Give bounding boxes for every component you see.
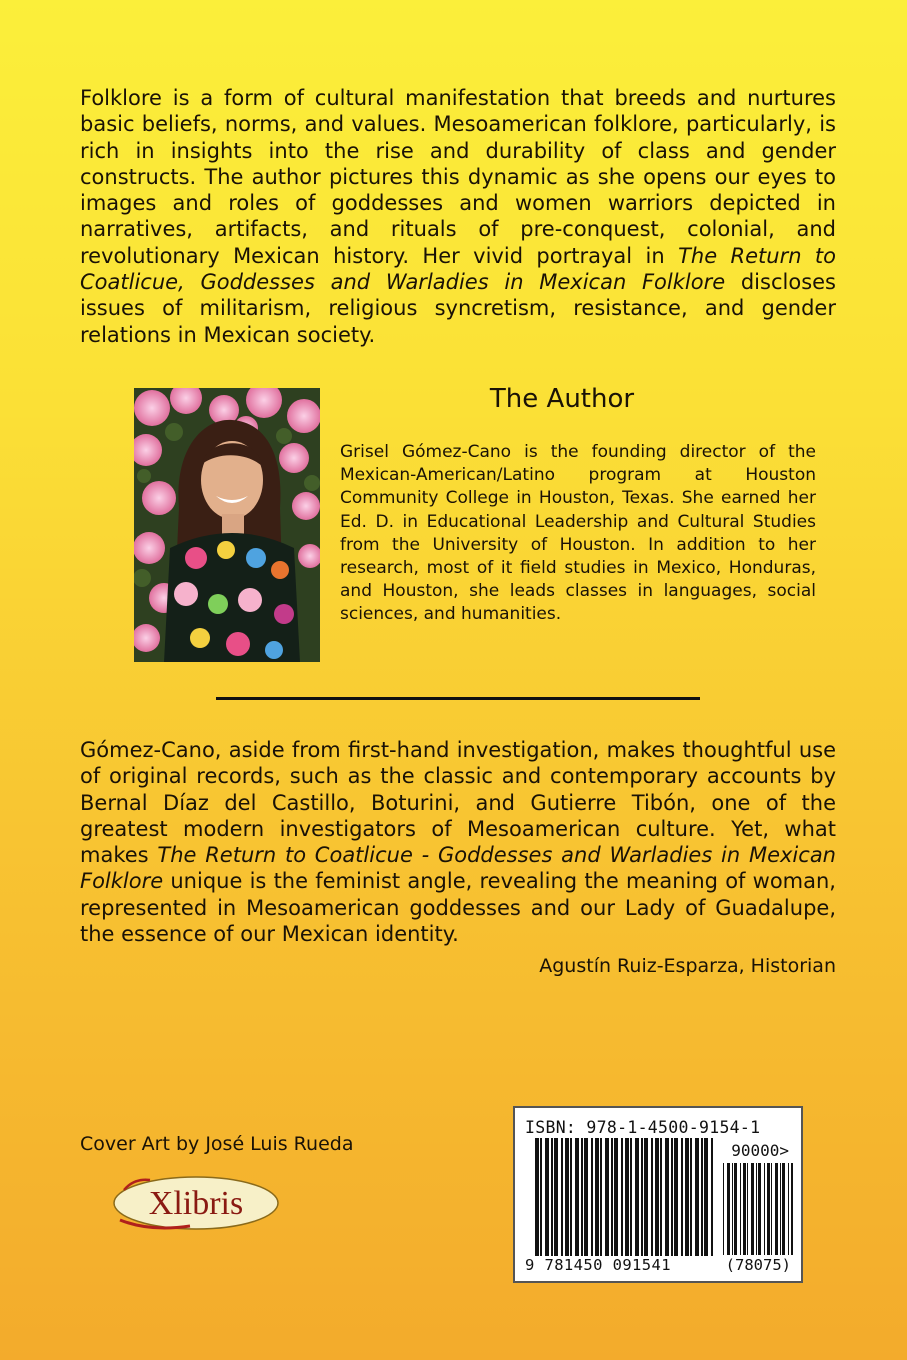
barcode-bar [561,1138,563,1256]
barcode-bar [734,1163,737,1255]
barcode-bar [747,1163,748,1255]
intro-text-2: discloses issues of militarism, religious syncretism, resistance, and gender relations in Mexican society. [80,270,836,347]
barcode-bar [780,1163,781,1255]
barcode-bar [575,1138,579,1256]
barcode-bar [775,1163,778,1255]
barcode-bar [711,1138,713,1256]
barcode-bar [545,1138,549,1256]
barcode-bar [565,1138,569,1256]
barcode-bar [535,1138,539,1256]
review-book-title: The Return to Coatlicue - Goddesses and Warladies in Mexican Folklore [80,843,836,894]
barcode-bar [695,1138,699,1256]
barcode-bar [591,1138,593,1256]
barcode-bar [614,1138,618,1256]
barcode-bar [570,1138,572,1256]
barcode-bar [674,1138,678,1256]
barcode-bar [611,1138,613,1256]
barcode-bar [665,1138,669,1256]
barcode-addon-digits: (78075) [725,1256,791,1274]
barcode-bar [782,1163,785,1255]
author-photo [134,388,320,662]
barcode-bar [581,1138,583,1256]
price-code: 90000> [731,1141,789,1160]
review-paragraph [80,737,836,947]
xlibris-logo-text: Xlibris [148,1185,244,1222]
barcode-bar [767,1163,770,1255]
barcode-bar [727,1163,730,1255]
barcode-bar [791,1163,793,1255]
author-heading: The Author [489,384,635,414]
author-bio: Grisel Gómez-Cano is the founding director of the Mexican-American/Latino program at Houston Community College in Houston, Texas. She earned her Ed. D. in Educational Leadership and Cultural Studies from the University of Houston. In addition to her research, most of it field studies in Mexico, Honduras, and Houston, she leads classes in languages, social sciences, and humanities. [340,442,816,625]
isbn-label: ISBN: 978-1-4500-9154-1 [525,1118,761,1137]
barcode-bar [671,1138,673,1256]
barcode-bar [551,1138,553,1256]
barcode-bar [625,1138,629,1256]
barcode-bar [704,1138,708,1256]
barcode-bars-main [535,1138,715,1256]
barcode-bar [630,1138,632,1256]
barcode-digits: 9 781450 091541 [525,1256,671,1274]
intro-text-1: Folklore is a form of cultural manifestation that breeds and nurtures basic beliefs, norms, and values. Mesoamerican folklore, particularly, is rich in insights into the rise and durability of class and gender constructs. The author pictures this dynamic as she opens our eyes to images and roles of goddesses and women warriors depicted in narratives, artifacts, and rituals of pre-conquest, colonial, and revolutionary Mexican history. Her vivid portrayal in [80,86,836,268]
barcode-bar [732,1163,733,1255]
barcode-bar [751,1163,754,1255]
barcode-bar [788,1163,789,1255]
barcode-bar [595,1138,599,1256]
barcode-bar [764,1163,765,1255]
intro-paragraph [80,85,836,348]
barcode-bar [685,1138,689,1256]
barcode-bar [540,1138,542,1256]
barcode-bar [756,1163,757,1255]
barcode-bars-addon [723,1163,793,1255]
barcode-bar [655,1138,659,1256]
barcode-bar [584,1138,588,1256]
barcode-bar [641,1138,643,1256]
xlibris-logo [110,1170,282,1234]
barcode-bar [644,1138,648,1256]
barcode-bar [740,1163,741,1255]
barcode-bar [651,1138,653,1256]
barcode-bar [635,1138,639,1256]
barcode-bar [690,1138,692,1256]
barcode-bar [660,1138,662,1256]
barcode-bar [771,1163,772,1255]
barcode-bar [681,1138,683,1256]
barcode-bar [605,1138,609,1256]
review-signature: Agustín Ruiz-Esparza, Historian [539,955,836,977]
intro-book-title: The Return to Coatlicue, Goddesses and Warladies in Mexican Folklore [80,243,836,295]
cover-art-credit: Cover Art by José Luis Rueda [80,1133,354,1155]
barcode-bar [758,1163,761,1255]
section-divider [216,697,700,700]
review-text-1: Gómez-Cano, aside from first-hand investigation, makes thoughtful use of original records, such as the classic and contemporary accounts by Bernal Díaz del Castillo, Boturini, and Gutierre Tibón, one of the greatest modern investigators of Mesoamerican culture. Yet, what makes [80,738,836,868]
barcode-bar [600,1138,602,1256]
barcode-bar [621,1138,623,1256]
barcode-bar [554,1138,558,1256]
barcode-bar [701,1138,703,1256]
isbn-barcode [513,1106,803,1283]
review-text-2: unique is the feminist angle, revealing the meaning of woman, represented in Mesoamerican goddesses and our Lady of Guadalupe, the essence of our Mexican identity. [80,869,836,947]
barcode-bar [743,1163,746,1255]
barcode-bar [723,1163,724,1255]
